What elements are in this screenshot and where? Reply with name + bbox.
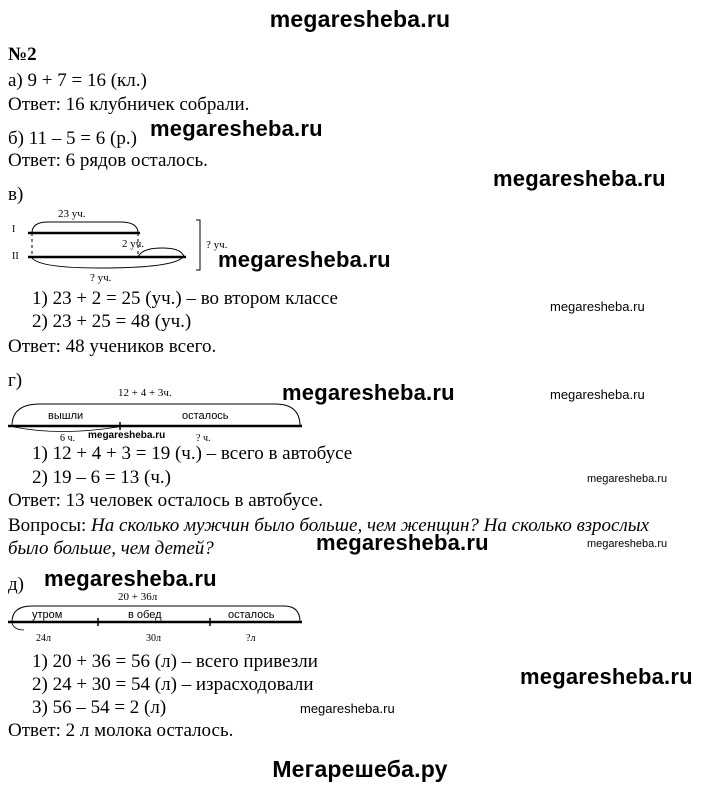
part-v-step-2: 2) 23 + 25 = 48 (уч.) — [32, 311, 192, 332]
diagram-segment-3: осталось — [228, 609, 275, 621]
diagram-row-1-label: I — [12, 224, 16, 235]
watermark: megaresheba.ru — [282, 380, 455, 405]
part-v-step-1: 1) 23 + 2 = 25 (уч.) – во втором классе — [32, 288, 338, 309]
diagram-total-label: 12 + 4 + 3ч. — [118, 387, 172, 399]
diagram-below-2: ? ч. — [196, 433, 211, 444]
part-g-label: г) — [8, 370, 23, 391]
watermark: megaresheba.ru — [88, 430, 166, 441]
diagram-bottom-label: ? уч. — [90, 272, 112, 284]
watermark: megaresheba.ru — [520, 664, 693, 689]
questions-prefix: Вопросы: — [8, 515, 92, 536]
diagram-segment-2: в обед — [128, 609, 162, 621]
part-d-step-1: 1) 20 + 36 = 56 (л) – всего привезли — [32, 651, 318, 672]
watermark: megaresheba.ru — [587, 538, 668, 550]
diagram-segment-2: осталось — [182, 410, 229, 422]
part-d-label: д) — [8, 574, 24, 595]
part-a-answer: Ответ: 16 клубничек собрали. — [8, 94, 250, 115]
part-g-answer: Ответ: 13 человек осталось в автобусе. — [8, 490, 323, 511]
watermark: megaresheba.ru — [587, 473, 668, 485]
part-g-questions-line-2: было больше, чем детей? — [8, 538, 214, 559]
diagram-extra-label: 2 уч. — [122, 238, 145, 250]
watermark: megaresheba.ru — [316, 530, 489, 555]
watermark: megaresheba.ru — [218, 247, 391, 272]
diagram-below-2: 30л — [146, 633, 161, 644]
task-number: №2 — [8, 44, 37, 65]
watermark: megaresheba.ru — [493, 166, 666, 191]
part-d-answer: Ответ: 2 л молока осталось. — [8, 720, 234, 741]
watermark: megaresheba.ru — [550, 299, 645, 314]
diagram-below-1: 24л — [36, 633, 51, 644]
watermark: megaresheba.ru — [550, 387, 645, 402]
watermark: megaresheba.ru — [44, 566, 217, 591]
header-site: megaresheba.ru — [269, 6, 451, 32]
watermark: megaresheba.ru — [150, 116, 323, 141]
segment-diagram-d — [0, 590, 320, 646]
part-v-answer: Ответ: 48 учеников всего. — [8, 336, 217, 357]
diagram-below-3: ?л — [246, 633, 256, 644]
questions-text: На сколько мужчин было больше, чем женщин? На сколько взрослых — [91, 515, 650, 536]
segment-diagram-v — [0, 200, 280, 290]
diagram-total-label: 20 + 36л — [118, 591, 158, 603]
part-b-answer: Ответ: 6 рядов осталось. — [8, 150, 208, 171]
part-b-equation: б) 11 – 5 = 6 (р.) — [8, 128, 137, 149]
diagram-right-label: ? уч. — [206, 239, 228, 251]
footer-site: Мегарешеба.ру — [272, 756, 448, 782]
part-v-label: в) — [8, 184, 24, 205]
diagram-segment-1: утром — [32, 609, 63, 621]
diagram-below-1: 6 ч. — [60, 433, 76, 444]
part-g-step-1: 1) 12 + 4 + 3 = 19 (ч.) – всего в автобусе — [32, 443, 353, 464]
watermark: megaresheba.ru — [300, 701, 395, 716]
diagram-segment-1: вышли — [48, 410, 84, 422]
diagram-top-label: 23 уч. — [58, 208, 86, 220]
part-a-equation: а) 9 + 7 = 16 (кл.) — [8, 70, 147, 91]
diagram-row-2-label: II — [12, 251, 19, 262]
part-d-step-3: 3) 56 – 54 = 2 (л) — [32, 697, 167, 718]
part-d-step-2: 2) 24 + 30 = 54 (л) – израсходовали — [32, 674, 314, 695]
part-g-step-2: 2) 19 – 6 = 13 (ч.) — [32, 467, 172, 488]
